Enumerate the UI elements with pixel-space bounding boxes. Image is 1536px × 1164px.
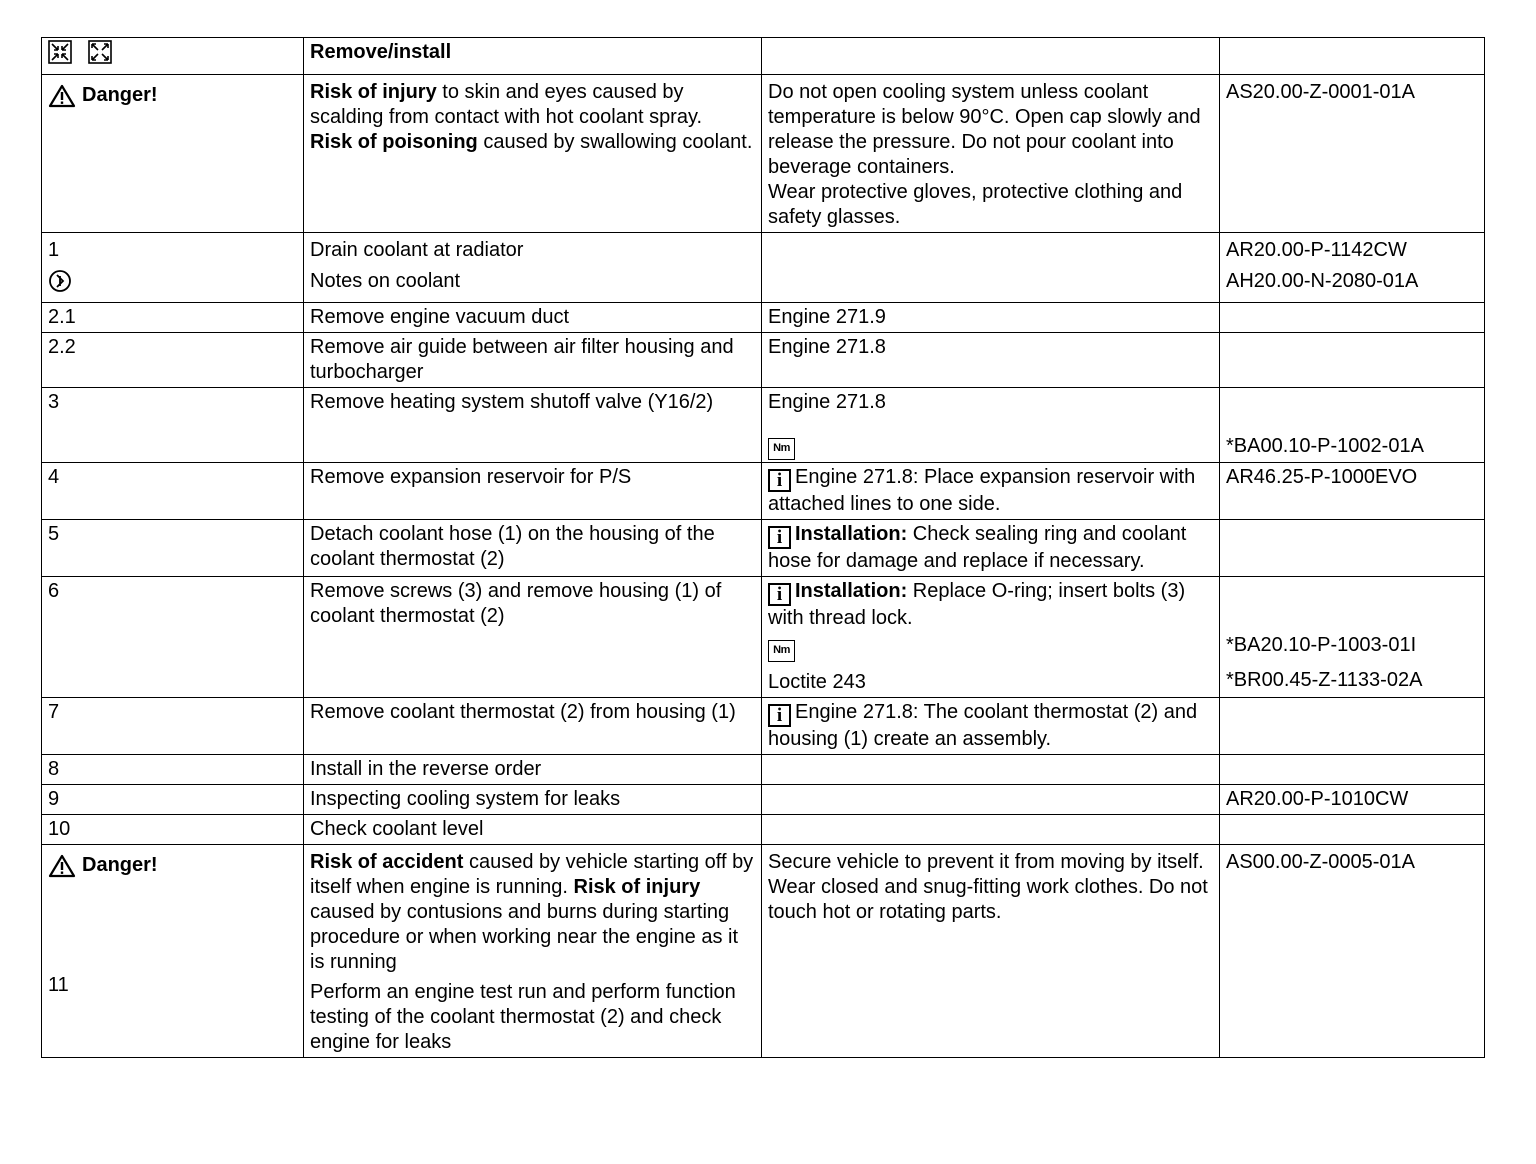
header-icons-cell: [42, 38, 304, 75]
procedure-table: [41, 37, 1485, 1058]
danger-row-2: Danger! 11 Risk of accident caused by vehicle starting off by itself when engine is running. Risk of injury caused by contusions and burns during starting procedure or when working near the engine as it is running Perform an engine test run and perform function testing of the coolant thermostat (2) and check engine for leaks Secure vehicle to prevent it from moving by itself. Wear closed and snug-fitting work clothes. Do not touch hot or rotating parts. AS00.00-Z-0005-01A: [42, 845, 1485, 1058]
header-row: [42, 38, 1485, 75]
step-11-num: 11: [48, 974, 69, 996]
remove-install-icons: [48, 40, 114, 64]
step-row-9: 9 Inspecting cooling system for leaks AR20.00-P-1010CW: [42, 785, 1485, 815]
note-ref[interactable]: AH20.00-N-2080-01A: [1226, 270, 1419, 292]
step-row-8: 8 Install in the reverse order: [42, 755, 1485, 785]
install-icon: [89, 41, 111, 63]
step-row-2-2: 2.2 Remove air guide between air filter housing and turbocharger Engine 271.8: [42, 333, 1485, 388]
info-icon: i: [768, 526, 791, 549]
header-title: Remove/install: [304, 38, 762, 75]
step-row-3: 3 Remove heating system shutoff valve (Y16/2) Engine 271.8 Nm *BA00.10-P-1002-01A: [42, 388, 1485, 463]
step-row-2-1: 2.1 Remove engine vacuum duct Engine 271.9: [42, 303, 1485, 333]
info-icon: i: [768, 469, 791, 492]
danger-row-1: Danger! Risk of injury to skin and eyes caused by scalding from contact with hot coolant spray. Risk of poisoning caused by swallowing coolant. Do not open cooling system unless coolant temperature is below 90°C. Open cap slowly and release the pressure. Do not pour coolant into beverage containers. Wear protective gloves, protective clothing and safety glasses. AS20.00-Z-0001-01A: [42, 75, 1485, 233]
torque-icon: Nm: [768, 438, 795, 460]
torque-icon: Nm: [768, 640, 795, 662]
danger-measure-2: Wear protective gloves, protective clothing and safety glasses.: [768, 181, 1183, 228]
remove-icon: [49, 41, 71, 63]
step-row-5: 5 Detach coolant hose (1) on the housing of the coolant thermostat (2) i Installation: Check sealing ring and coolant hose for damage and replace if necessary.: [42, 520, 1485, 577]
step-11-text: Perform an engine test run and perform function testing of the coolant thermostat (2) and check engine for leaks: [310, 981, 736, 1053]
danger-ref[interactable]: AS20.00-Z-0001-01A: [1220, 75, 1485, 233]
warning-triangle-icon: [48, 854, 76, 878]
torque-ref[interactable]: *BA00.10-P-1002-01A: [1226, 435, 1424, 457]
danger-measure: Do not open cooling system unless coolant temperature is below 90°C. Open cap slowly and release the pressure. Do not pour coolant into beverage containers.: [768, 81, 1201, 178]
step-row-10: 10 Check coolant level: [42, 815, 1485, 845]
step-row-4: 4 Remove expansion reservoir for P/S i Engine 271.8: Place expansion reservoir with attached lines to one side. AR46.25-P-1000EVO: [42, 463, 1485, 520]
step-row-7: 7 Remove coolant thermostat (2) from housing (1) i Engine 271.8: The coolant thermostat (2) and housing (1) create an assembly.: [42, 698, 1485, 755]
danger-ref[interactable]: AS00.00-Z-0005-01A: [1220, 845, 1485, 1058]
danger-label: Danger!: [82, 84, 158, 106]
step-text: Drain coolant at radiator: [310, 239, 524, 261]
info-icon: i: [768, 583, 791, 606]
note-icon: [48, 269, 72, 293]
info-icon: i: [768, 704, 791, 727]
step-row-1: 1 Drain coolant at radiator Notes on coolant AR20.00-P-1142CW AH20.00-N-2080-01A: [42, 233, 1485, 303]
warning-triangle-icon: [48, 84, 76, 108]
step-row-6: 6 Remove screws (3) and remove housing (1) of coolant thermostat (2) i Installation: Replace O-ring; insert bolts (3) with thread lock. Nm Loctite 243 *BA20.10-P-1003-01I *BR00.45-Z-1133-02A: [42, 577, 1485, 698]
note-text: Notes on coolant: [310, 270, 461, 292]
danger-label: Danger!: [82, 854, 158, 876]
step-ref[interactable]: AR20.00-P-1142CW: [1226, 239, 1407, 261]
